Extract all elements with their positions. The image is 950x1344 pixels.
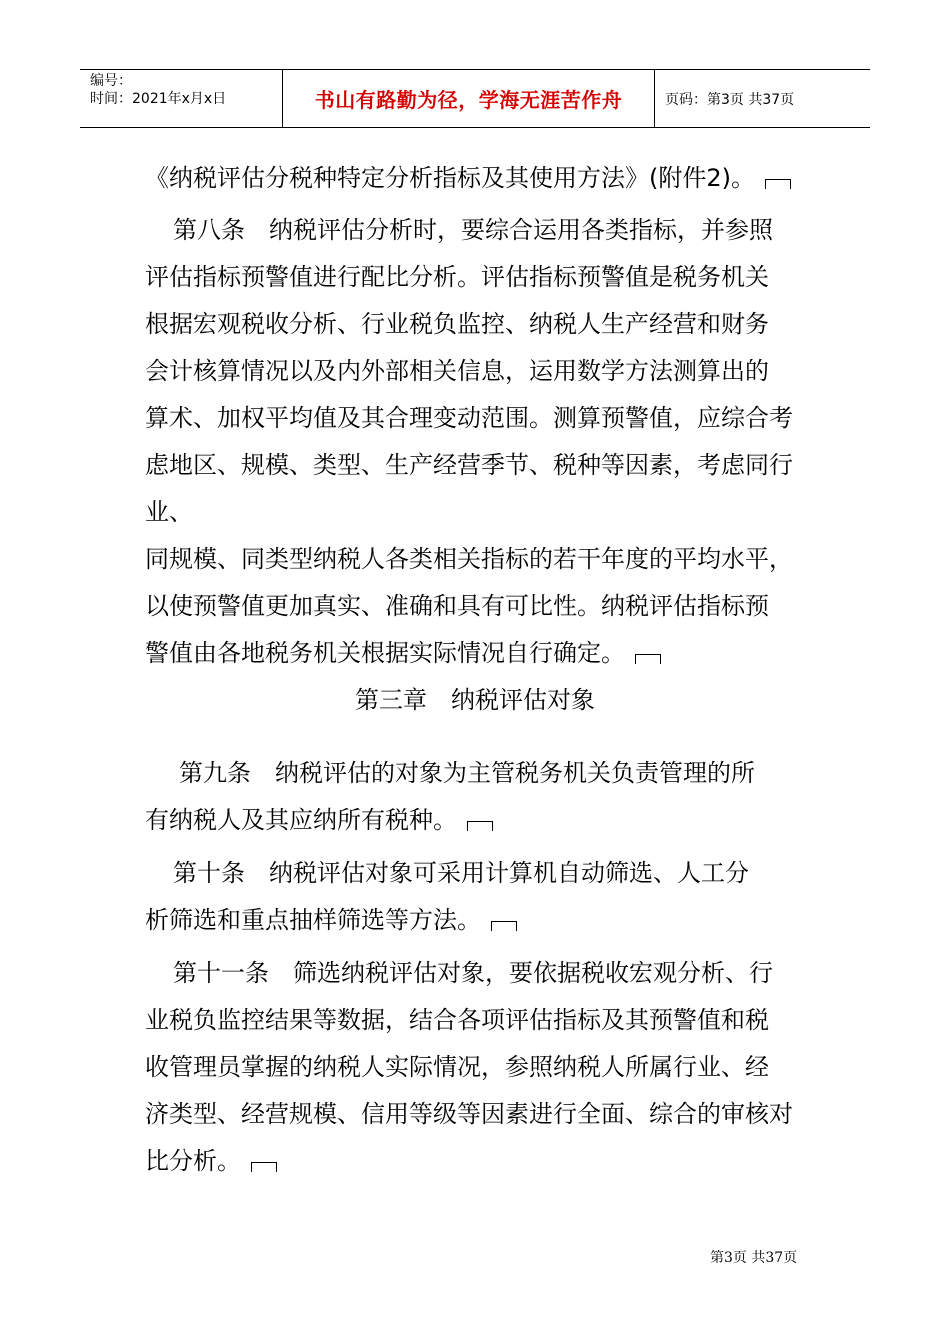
header-motto-cell: [282, 70, 655, 127]
article-10-line: 第十条 纳税评估对象可采用计算机自动筛选、人工分: [173, 859, 749, 887]
article-11: [145, 950, 835, 1185]
article-10-line: 析筛选和重点抽样筛选等方法。: [145, 906, 481, 934]
article-8-line: 第八条 纳税评估分析时，要综合运用各类指标，并参照: [173, 216, 773, 244]
article-10-last-line: [145, 897, 835, 944]
article-8-line: 算术、加权平均值及其合理变动范围。测算预警值，应综合考: [145, 404, 793, 432]
number-label: 编号：: [90, 73, 132, 89]
motto: 书山有路勤为径，学海无涯苦作舟: [314, 88, 623, 112]
article-11-last-line: [145, 1138, 835, 1185]
page-header: [80, 69, 870, 128]
article-11-line: 业税负监控结果等数据，结合各项评估指标及其预警值和税: [145, 1006, 769, 1034]
article-9-line: 有纳税人及其应纳所有税种。: [145, 806, 457, 834]
article-8: [145, 207, 835, 677]
paragraph-attachment: [145, 155, 835, 202]
paragraph-mark: [251, 1162, 277, 1172]
article-8-line: 根据宏观税收分析、行业税负监控、纳税人生产经营和财务: [145, 310, 769, 338]
chapter-heading: 第三章 纳税评估对象: [355, 686, 595, 714]
paragraph-mark: [765, 179, 791, 189]
article-11-line: 收管理员掌握的纳税人实际情况，参照纳税人所属行业、经: [145, 1053, 769, 1081]
article-8-line: 评估指标预警值进行配比分析。评估指标预警值是税务机关: [145, 263, 769, 291]
article-11-line: 济类型、经营规模、信用等级等因素进行全面、综合的审核对: [145, 1100, 793, 1128]
paragraph-mark: [467, 821, 493, 831]
article-8-line: 以使预警值更加真实、准确和具有可比性。纳税评估指标预: [145, 592, 769, 620]
article-11-line: 比分析。: [145, 1147, 241, 1175]
article-10: [145, 850, 835, 944]
page-footer: 第3页 共37页: [710, 1250, 798, 1266]
article-8-last-line: [145, 630, 835, 677]
paragraph-text: 《纳税评估分税种特定分析指标及其使用方法》(附件2)。: [145, 164, 755, 192]
article-8-line: 同规模、同类型纳税人各类相关指标的若干年度的平均水平，: [145, 545, 793, 573]
header-page-info: 页码：第3页 共37页: [665, 91, 795, 108]
article-11-line: 第十一条 筛选纳税评估对象，要依据税收宏观分析、行: [173, 959, 773, 987]
paragraph-mark: [635, 654, 661, 664]
time-label: 时间：2021年x月x日: [90, 91, 227, 107]
article-8-line: 警值由各地税务机关根据实际情况自行确定。: [145, 639, 625, 667]
paragraph-mark: [491, 921, 517, 931]
article-8-line: 会计核算情况以及内外部相关信息，运用数学方法测算出的: [145, 357, 769, 385]
header-meta: [80, 70, 282, 127]
header-page-cell: [655, 70, 870, 127]
article-9-last-line: [145, 797, 835, 844]
article-9-line: 第九条 纳税评估的对象为主管税务机关负责管理的所: [179, 759, 755, 787]
article-8-line: 虑地区、规模、类型、生产经营季节、税种等因素，考虑同行业、: [145, 451, 793, 526]
article-9: [145, 750, 835, 844]
